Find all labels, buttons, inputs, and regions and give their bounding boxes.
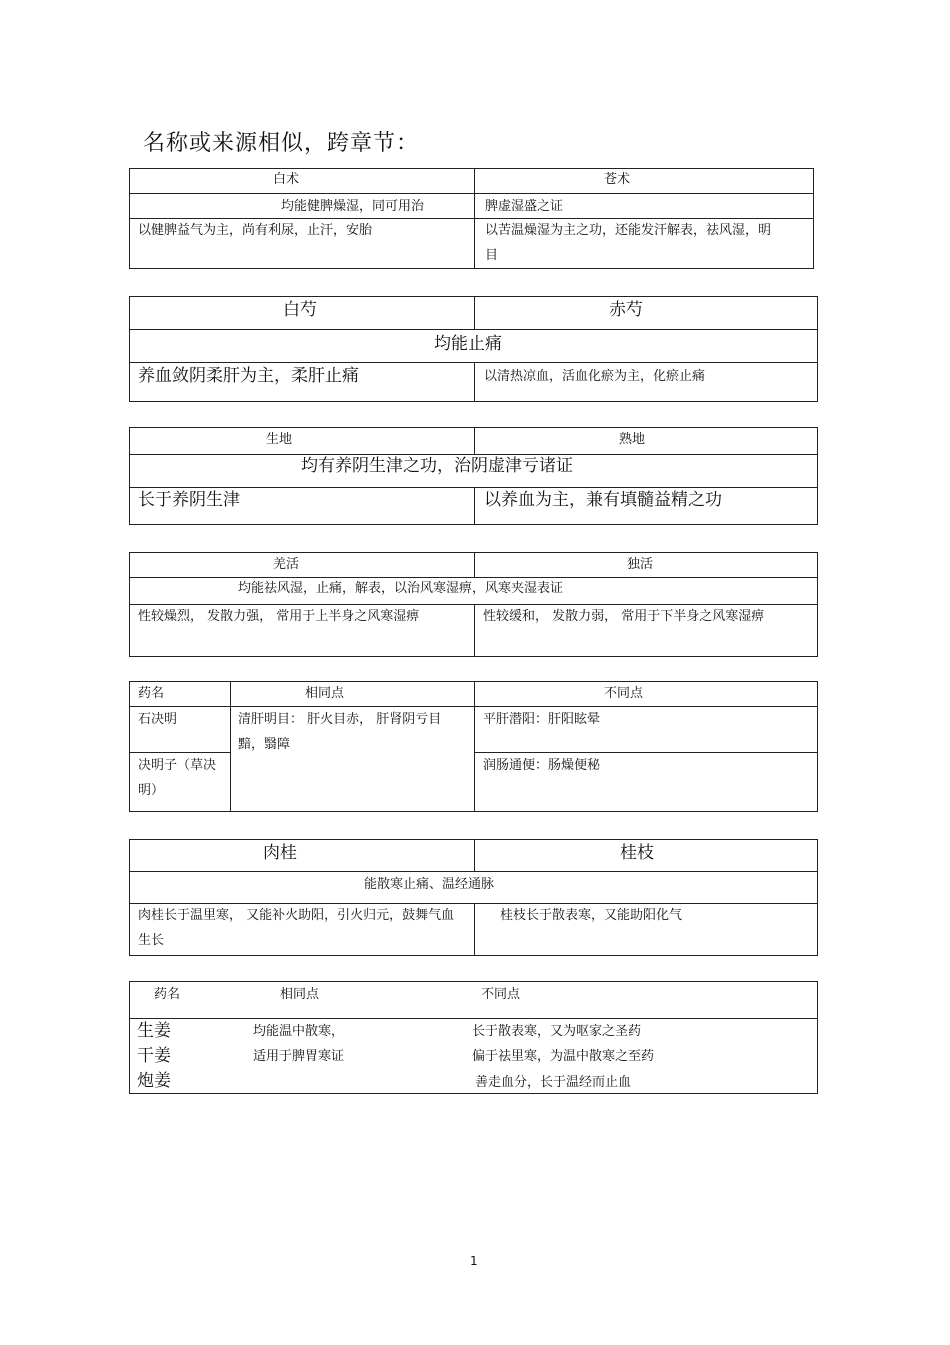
header-diff: 不同点 — [604, 686, 644, 701]
header-same: 相同点 — [305, 686, 345, 701]
diff-cangzhu: 以苦温燥湿为主之功，还能发汗解表，祛风湿，明目 — [485, 223, 772, 263]
diff-guizhi: 桂枝长于散表寒，又能助阳化气 — [500, 908, 683, 923]
header-shudi: 熟地 — [619, 432, 646, 447]
page-heading: 名称或来源相似，跨章节： — [143, 131, 420, 156]
header-baishao: 白芍 — [283, 300, 317, 320]
common-text: 均能祛风湿，止痛，解表，以治风寒湿痹，风寒夹湿表证 — [238, 581, 564, 596]
header-same: 相同点 — [280, 987, 320, 1002]
header-guizhi: 桂枝 — [620, 843, 654, 863]
header-duhuo: 独活 — [627, 557, 654, 572]
diff-rougui: 肉桂长于温里寒， 又能补火助阳，引火归元，鼓舞气血生长 — [138, 908, 455, 948]
header-name: 药名 — [154, 987, 181, 1002]
common-text: 均能止痛 — [434, 334, 502, 354]
same-line-2: 适用于脾胃寒证 — [253, 1049, 345, 1064]
header-baizhu: 白术 — [273, 172, 300, 187]
common-text-left: 均能健脾燥湿，同可用治 — [281, 199, 425, 214]
diff-shengjiang: 长于散表寒，又为呕家之圣药 — [472, 1024, 642, 1039]
diff-juemingzi: 润肠通便：肠燥便秘 — [483, 758, 601, 773]
common-text: 均有养阴生津之功，治阴虚津亏诸证 — [301, 456, 573, 476]
name-shijueming: 石决明 — [138, 712, 178, 727]
header-cangzhu: 苍术 — [604, 172, 631, 187]
header-shengdi: 生地 — [266, 432, 293, 447]
header-rougui: 肉桂 — [263, 843, 297, 863]
diff-shudi: 以养血为主，兼有填髓益精之功 — [484, 490, 722, 510]
common-text: 能散寒止痛、温经通脉 — [364, 877, 495, 892]
name-paojiang: 炮姜 — [137, 1071, 171, 1091]
header-qianghuo: 羌活 — [273, 557, 300, 572]
diff-duhuo: 性较缓和， 发散力弱， 常用于下半身之风寒湿痹 — [483, 609, 765, 624]
same-line-1: 均能温中散寒， — [253, 1024, 345, 1039]
diff-baizhu: 以健脾益气为主，尚有利尿，止汗，安胎 — [138, 223, 373, 238]
diff-paojiang: 善走血分，长于温经而止血 — [475, 1075, 632, 1090]
common-text-right: 脾虚湿盛之证 — [485, 199, 564, 214]
name-shengjiang: 生姜 — [137, 1021, 171, 1041]
header-chishao: 赤芍 — [609, 300, 643, 320]
same-text: 清肝明目： 肝火目赤， 肝肾阴亏目黯，翳障 — [238, 712, 442, 752]
diff-shengdi: 长于养阴生津 — [138, 490, 240, 510]
header-diff: 不同点 — [481, 987, 521, 1002]
diff-shijueming: 平肝潜阳：肝阳眩晕 — [483, 712, 601, 727]
name-ganjiang: 干姜 — [137, 1046, 171, 1066]
name-juemingzi: 决明子（草决明） — [138, 758, 217, 798]
header-name: 药名 — [138, 686, 165, 701]
diff-ganjiang: 偏于祛里寒，为温中散寒之至药 — [472, 1049, 655, 1064]
diff-qianghuo: 性较燥烈， 发散力强， 常用于上半身之风寒湿痹 — [138, 609, 420, 624]
page-number: 1 — [470, 1254, 478, 1268]
diff-baishao: 养血敛阴柔肝为主，柔肝止痛 — [138, 366, 359, 386]
diff-chishao: 以清热凉血，活血化瘀为主，化瘀止痛 — [484, 369, 706, 384]
